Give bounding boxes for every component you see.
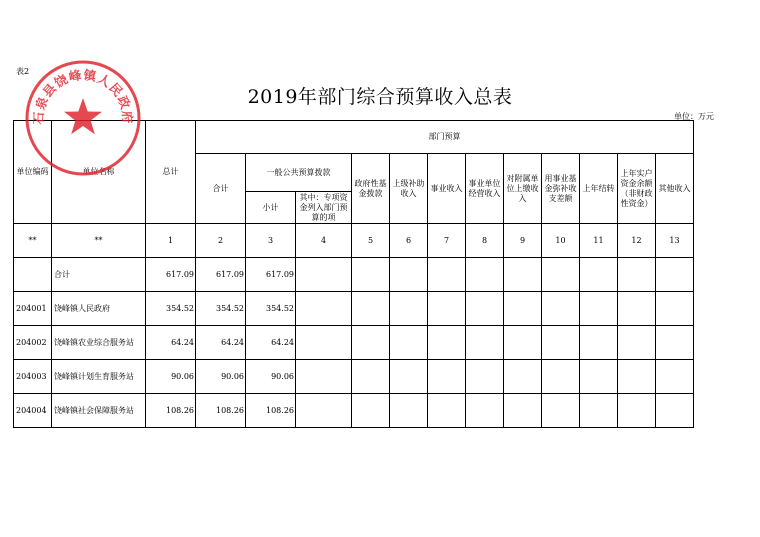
header-sum: 合计 <box>196 154 246 224</box>
star-icon <box>64 98 102 134</box>
seal-text: 石泉县饶峰镇人民政府 <box>30 67 136 125</box>
index-cell: 12 <box>618 224 656 258</box>
table-code: 表2 <box>16 67 30 76</box>
index-cell: 6 <box>390 224 428 258</box>
unit-name-cell: 合计 <box>52 258 146 292</box>
unit-name-cell: 饶峰镇社会保障服务站 <box>52 394 146 428</box>
subtotal-cell: 354.52 <box>246 292 296 326</box>
table-row <box>14 326 694 360</box>
index-cell: 5 <box>352 224 390 258</box>
total-cell: 90.06 <box>146 360 196 394</box>
index-cell: 3 <box>246 224 296 258</box>
header-account-balance: 上年实户资金余额（非财政性资金） <box>618 154 656 224</box>
table-row <box>14 292 694 326</box>
sum-cell: 354.52 <box>196 292 246 326</box>
header-upper-subsidy: 上级补助收入 <box>390 154 428 224</box>
index-cell: 1 <box>146 224 196 258</box>
table-row <box>14 394 694 428</box>
header-gov-fund: 政府性基金拨款 <box>352 154 390 224</box>
index-cell: ** <box>14 224 52 258</box>
header-small-total: 小计 <box>246 192 296 224</box>
table-row <box>14 258 694 292</box>
official-seal <box>23 58 143 178</box>
header-fund-offset: 用事业基金弥补收支差额 <box>542 154 580 224</box>
subtotal-cell: 617.09 <box>246 258 296 292</box>
page-title: 2019年部门综合预算收入总表 <box>247 86 513 108</box>
total-cell: 108.26 <box>146 394 196 428</box>
index-cell: 7 <box>428 224 466 258</box>
index-cell: 13 <box>656 224 694 258</box>
index-cell: 2 <box>196 224 246 258</box>
index-cell: 8 <box>466 224 504 258</box>
unit-code-cell: 204001 <box>14 292 52 326</box>
subtotal-cell: 108.26 <box>246 394 296 428</box>
table-row <box>14 360 694 394</box>
header-total: 总计 <box>146 121 196 224</box>
index-cell: ** <box>52 224 146 258</box>
header-unit-code: 单位编码 <box>14 121 52 224</box>
total-cell: 617.09 <box>146 258 196 292</box>
header-unit-name: 单位名称 <box>52 121 146 224</box>
header-general-public: 一般公共预算拨款 <box>246 154 352 192</box>
unit-code-cell: 204004 <box>14 394 52 428</box>
sum-cell: 617.09 <box>196 258 246 292</box>
unit-code-cell: 204003 <box>14 360 52 394</box>
index-cell: 11 <box>580 224 618 258</box>
unit-code-cell: 204002 <box>14 326 52 360</box>
unit-label: 单位：万元 <box>674 112 714 121</box>
header-carryover: 上年结转 <box>580 154 618 224</box>
sum-cell: 90.06 <box>196 360 246 394</box>
subtotal-cell: 64.24 <box>246 326 296 360</box>
subtotal-cell: 90.06 <box>246 360 296 394</box>
unit-name-cell: 饶峰镇计划生育服务站 <box>52 360 146 394</box>
index-cell: 9 <box>504 224 542 258</box>
index-cell: 4 <box>296 224 352 258</box>
total-cell: 354.52 <box>146 292 196 326</box>
header-other-income: 其他收入 <box>656 154 694 224</box>
header-dept-budget: 部门预算 <box>196 121 694 154</box>
header-operating-income: 事业单位经营收入 <box>466 154 504 224</box>
header-affiliated-income: 对附属单位上缴收入 <box>504 154 542 224</box>
unit-name-cell: 饶峰镇农业综合服务站 <box>52 326 146 360</box>
header-business-income: 事业收入 <box>428 154 466 224</box>
index-cell: 10 <box>542 224 580 258</box>
unit-code-cell <box>14 258 52 292</box>
sum-cell: 64.24 <box>196 326 246 360</box>
sum-cell: 108.26 <box>196 394 246 428</box>
header-special-funds: 其中：专项资金列入部门预算的项 <box>296 192 352 224</box>
total-cell: 64.24 <box>146 326 196 360</box>
unit-name-cell: 饶峰镇人民政府 <box>52 292 146 326</box>
